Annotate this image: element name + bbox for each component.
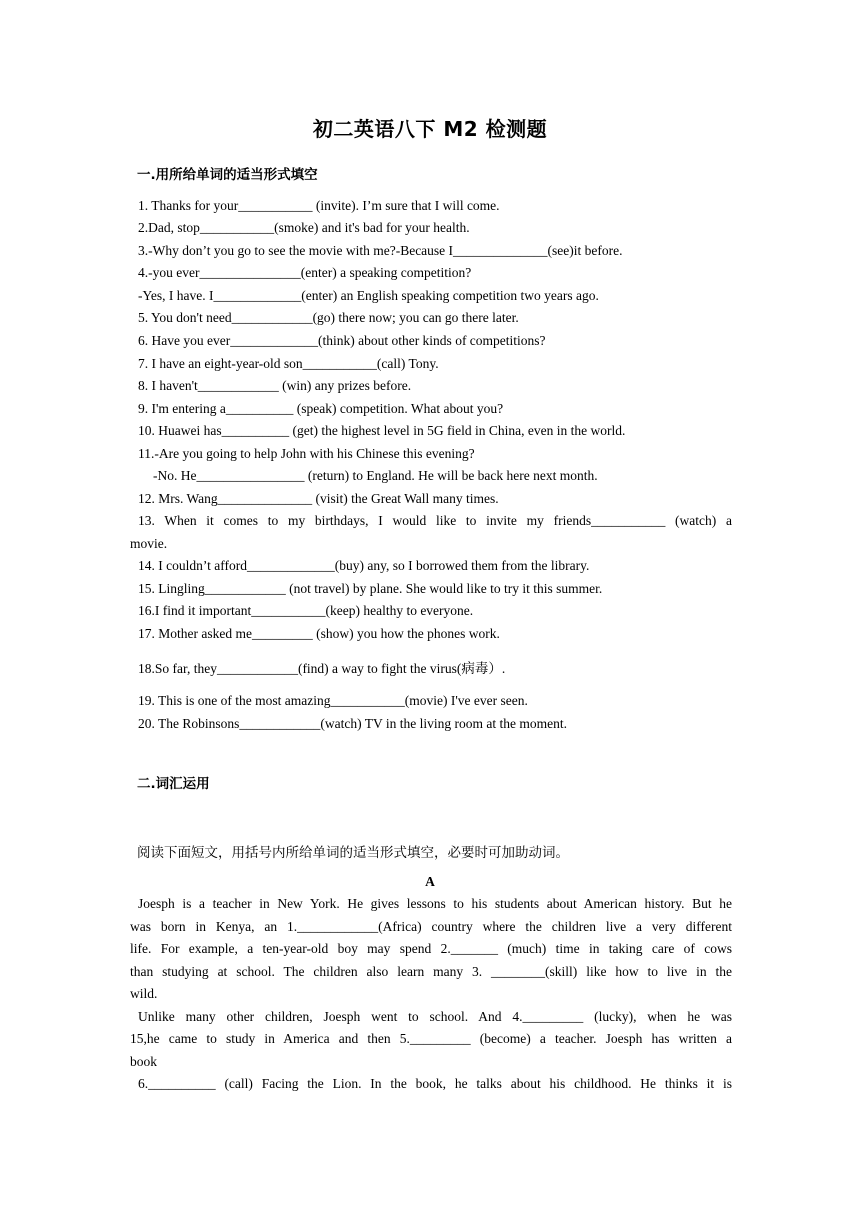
question-1: 1. Thanks for your___________ (invite). I’m sure that I will come.: [138, 198, 500, 213]
question-10: 10. Huawei has__________ (get) the highest level in 5G field in China, even in the world.: [138, 423, 626, 438]
question-16: 16.I find it important___________(keep) healthy to everyone.: [138, 603, 474, 618]
question-12: 12. Mrs. Wang______________ (visit) the Great Wall many times.: [138, 491, 499, 506]
question-17: 17. Mother asked me_________ (show) you how the phones work.: [138, 626, 500, 641]
question-9: 9. I'm entering a__________ (speak) competition. What about you?: [138, 401, 504, 416]
question-6: 6. Have you ever_____________(think) about other kinds of competitions?: [138, 333, 546, 348]
passage-line: book: [130, 1053, 157, 1069]
question-13: 13. When it comes to my birthdays, I would like to invite my friends___________ (watch) a: [138, 513, 732, 528]
passage-line: 15,he came to study in America and then 5._________ (become) a teacher. Joesph has written a: [130, 1031, 732, 1046]
passage-line: wild.: [130, 986, 158, 1001]
question-19: 19. This is one of the most amazing___________(movie) I've ever seen.: [138, 693, 528, 708]
passage-text: [130, 893, 732, 1096]
question-15: 15. Lingling____________ (not travel) by plane. She would like to try it this summer.: [138, 581, 603, 596]
passage-line: Unlike many other children, Joesph went to school. And 4._________ (lucky), when he was: [138, 1008, 732, 1024]
question-4-answer: -Yes, I have. I_____________(enter) an English speaking competition two years ago.: [138, 288, 599, 303]
question-4: 4.-you ever_______________(enter) a speaking competition?: [138, 265, 472, 280]
question-5: 5. You don't need____________(go) there now; you can go there later.: [138, 310, 519, 325]
section-1-heading: 一.用所给单词的适当形式填空: [137, 167, 318, 183]
question-11: 11.-Are you going to help John with his Chinese this evening?: [138, 446, 475, 461]
passage-line: Joesph is a teacher in New York. He gives lessons to his students about American history. But he: [138, 896, 732, 911]
question-14: 14. I couldn’t afford_____________(buy) any, so I borrowed them from the library.: [138, 558, 590, 573]
question-11-answer: -No. He________________ (return) to England. He will be back here next month.: [153, 468, 598, 483]
question-13-continued: movie.: [130, 536, 168, 551]
passage-line: was born in Kenya, an 1.____________(Africa) country where the children live a very different: [130, 918, 732, 934]
page-title: 初二英语八下 M2 检测题: [312, 117, 548, 141]
question-20: 20. The Robinsons____________(watch) TV in the living room at the moment.: [138, 716, 567, 731]
passage-line: life. For example, a ten-year-old boy may spend 2._______ (much) time in taking care of cows: [130, 941, 732, 956]
passage-line: 6.__________ (call) Facing the Lion. In the book, he talks about his childhood. He thinks it is: [138, 1076, 732, 1091]
question-8: 8. I haven't____________ (win) any prizes before.: [138, 378, 412, 393]
passage-label: A: [425, 874, 435, 889]
question-2: 2.Dad, stop___________(smoke) and it's bad for your health.: [138, 220, 470, 235]
passage-line: than studying at school. The children also learn many 3. ________(skill) like how to live in the: [130, 963, 732, 979]
question-18: 18.So far, they____________(find) a way to fight the virus(病毒）.: [138, 661, 506, 676]
question-7: 7. I have an eight-year-old son___________(call) Tony.: [138, 356, 439, 371]
section-2-instruction: 阅读下面短文，用括号内所给单词的适当形式填空，必要时可加助动词。: [137, 845, 569, 861]
section-2-heading: 二.词汇运用: [137, 776, 210, 792]
question-3: 3.-Why don’t you go to see the movie with me?-Because I______________(see)it before.: [138, 243, 623, 258]
